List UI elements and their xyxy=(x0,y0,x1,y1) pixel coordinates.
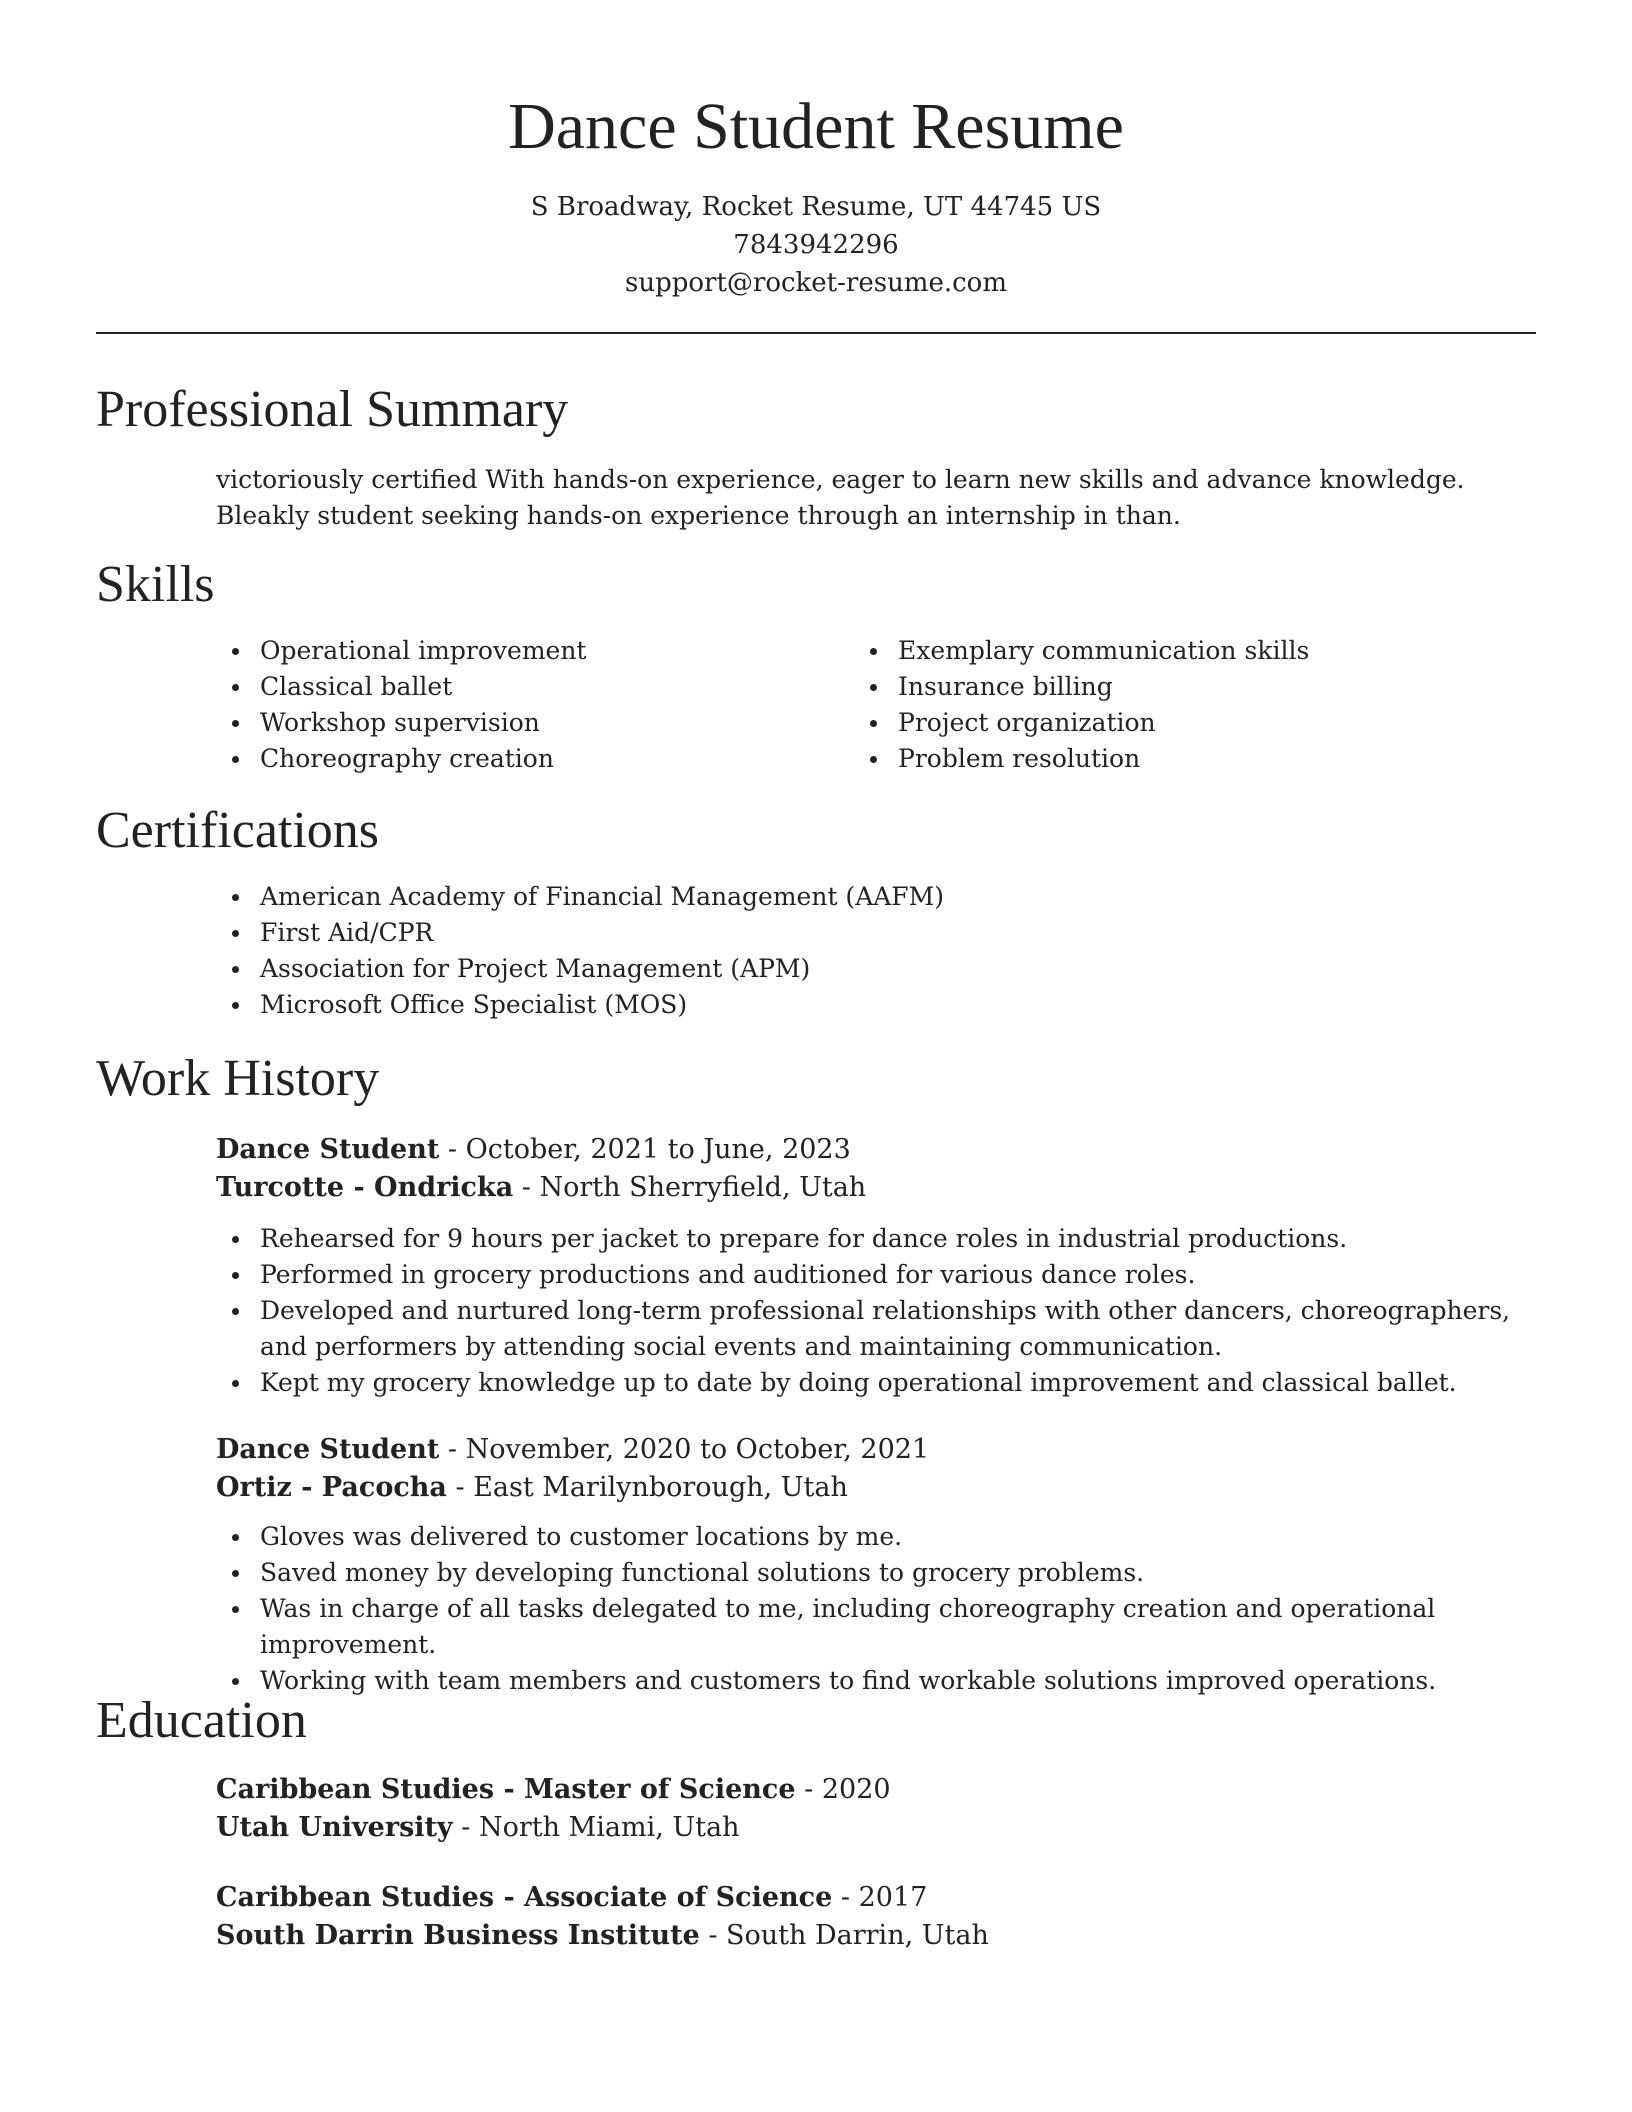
job-title-line xyxy=(216,1131,1536,1169)
job-title: Dance Student xyxy=(216,1434,440,1465)
job-bullet: Kept my grocery knowledge up to date by doing operational improvement and classical ballet. xyxy=(260,1365,1545,1401)
job-bullet: Performed in grocery productions and auditioned for various dance roles. xyxy=(260,1257,1545,1293)
job-entry xyxy=(96,1431,1536,1699)
skills-heading: Skills xyxy=(96,556,215,613)
resume-title: Dance Student Resume xyxy=(508,90,1124,163)
education-degree-line xyxy=(216,1771,1536,1809)
job-bullet: Gloves was delivered to customer locations by me. xyxy=(260,1519,1545,1555)
job-dates: - October, 2021 to June, 2023 xyxy=(439,1134,851,1165)
job-location: - North Sherryfield, Utah xyxy=(513,1172,867,1203)
job-title: Dance Student xyxy=(216,1134,440,1165)
work-history-section xyxy=(96,1047,1536,1699)
education-entry xyxy=(216,1771,1536,1847)
skills-list-left xyxy=(96,633,898,777)
skill-item: Problem resolution xyxy=(898,741,1536,777)
skill-item: Insurance billing xyxy=(898,669,1536,705)
skill-item: Project organization xyxy=(898,705,1536,741)
job-company: Turcotte - Ondricka xyxy=(216,1172,514,1203)
education-degree: Caribbean Studies - Master of Science xyxy=(216,1774,796,1805)
contact-email: support@rocket-resume.com xyxy=(624,268,1007,298)
certifications-section xyxy=(96,799,1536,1023)
work-history-heading: Work History xyxy=(96,1050,380,1107)
job-bullet: Was in charge of all tasks delegated to me, including choreography creation and operational improvement. xyxy=(260,1591,1545,1663)
header-divider xyxy=(96,332,1536,334)
certification-item: American Academy of Financial Management (AAFM) xyxy=(260,879,1536,915)
education-heading: Education xyxy=(96,1692,307,1749)
job-bullets xyxy=(96,1519,1536,1699)
job-bullets xyxy=(96,1221,1536,1401)
resume-page xyxy=(96,0,1536,1951)
skill-item: Choreography creation xyxy=(260,741,898,777)
job-location: - East Marilynborough, Utah xyxy=(446,1472,848,1503)
summary-heading: Professional Summary xyxy=(96,381,569,438)
certification-item: Association for Project Management (APM) xyxy=(260,951,1536,987)
education-school-line xyxy=(216,1809,1536,1847)
education-entry xyxy=(216,1879,1536,1955)
education-year: - 2017 xyxy=(832,1882,928,1913)
job-bullet: Saved money by developing functional solutions to grocery problems. xyxy=(260,1555,1545,1591)
education-section xyxy=(96,1689,1536,1955)
job-company: Ortiz - Pacocha xyxy=(216,1472,447,1503)
job-company-line xyxy=(216,1469,1536,1507)
education-degree-line xyxy=(216,1879,1536,1917)
education-school: South Darrin Business Institute xyxy=(216,1920,700,1951)
skill-item: Classical ballet xyxy=(260,669,898,705)
certifications-heading: Certifications xyxy=(96,802,380,859)
summary-text: victoriously certified With hands-on experience, eager to learn new skills and advance knowledge. Bleakly student seeking hands-on experience through an internship in than. xyxy=(216,465,1465,530)
certification-item: Microsoft Office Specialist (MOS) xyxy=(260,987,1536,1023)
skills-section xyxy=(96,553,1536,777)
education-degree: Caribbean Studies - Associate of Science xyxy=(216,1882,833,1913)
education-location: - North Miami, Utah xyxy=(452,1812,740,1843)
skill-item: Operational improvement xyxy=(260,633,898,669)
education-year: - 2020 xyxy=(795,1774,891,1805)
job-entry xyxy=(96,1131,1536,1401)
skill-item: Exemplary communication skills xyxy=(898,633,1536,669)
job-title-line xyxy=(216,1431,1536,1469)
summary-section xyxy=(96,378,1536,534)
education-location: - South Darrin, Utah xyxy=(699,1920,989,1951)
job-bullet: Working with team members and customers to find workable solutions improved operations. xyxy=(260,1663,1545,1699)
job-dates: - November, 2020 to October, 2021 xyxy=(439,1434,930,1465)
skills-list-right xyxy=(898,633,1536,777)
skill-item: Workshop supervision xyxy=(260,705,898,741)
job-bullet: Developed and nurtured long-term professional relationships with other dancers, choreographers, and performers by attending social events and maintaining communication. xyxy=(260,1293,1545,1365)
certification-item: First Aid/CPR xyxy=(260,915,1536,951)
certifications-list xyxy=(96,879,1536,1023)
contact-phone: 7843942296 xyxy=(733,230,899,260)
contact-block xyxy=(96,188,1536,302)
skills-columns xyxy=(96,633,1536,777)
job-bullet: Rehearsed for 9 hours per jacket to prepare for dance roles in industrial productions. xyxy=(260,1221,1545,1257)
contact-address: S Broadway, Rocket Resume, UT 44745 US xyxy=(530,192,1102,222)
education-school-line xyxy=(216,1917,1536,1955)
job-company-line xyxy=(216,1169,1536,1207)
education-school: Utah University xyxy=(216,1812,453,1843)
